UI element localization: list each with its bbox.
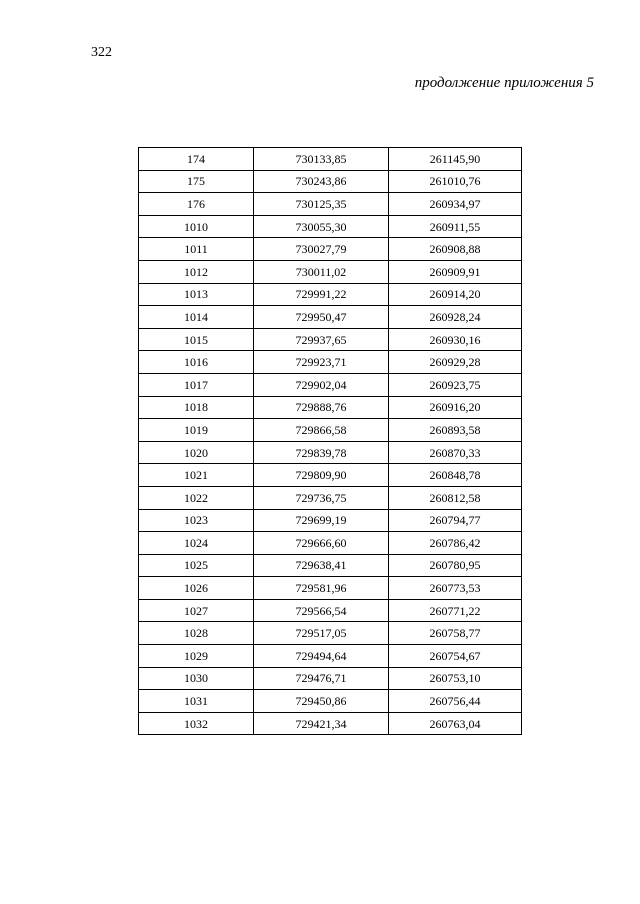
x-coordinate-cell: 729450,86 <box>254 690 389 713</box>
x-coordinate-cell: 729839,78 <box>254 441 389 464</box>
y-coordinate-cell: 260934,97 <box>389 193 522 216</box>
y-coordinate-cell: 260928,24 <box>389 306 522 329</box>
point-number-cell: 1022 <box>139 486 254 509</box>
x-coordinate-cell: 730055,30 <box>254 215 389 238</box>
y-coordinate-cell: 260848,78 <box>389 464 522 487</box>
point-number-cell: 175 <box>139 170 254 193</box>
table-row <box>139 464 522 487</box>
table-row <box>139 486 522 509</box>
table-row <box>139 577 522 600</box>
y-coordinate-cell: 260756,44 <box>389 690 522 713</box>
x-coordinate-cell: 729923,71 <box>254 351 389 374</box>
point-number-cell: 1024 <box>139 532 254 555</box>
x-coordinate-cell: 729494,64 <box>254 645 389 668</box>
table-body <box>139 148 522 735</box>
table-row <box>139 441 522 464</box>
y-coordinate-cell: 260780,95 <box>389 554 522 577</box>
y-coordinate-cell: 260923,75 <box>389 373 522 396</box>
point-number-cell: 1025 <box>139 554 254 577</box>
x-coordinate-cell: 729666,60 <box>254 532 389 555</box>
y-coordinate-cell: 260916,20 <box>389 396 522 419</box>
x-coordinate-cell: 729736,75 <box>254 486 389 509</box>
table-row <box>139 622 522 645</box>
table-row <box>139 306 522 329</box>
point-number-cell: 1030 <box>139 667 254 690</box>
x-coordinate-cell: 729809,90 <box>254 464 389 487</box>
y-coordinate-cell: 260754,67 <box>389 645 522 668</box>
y-coordinate-cell: 260773,53 <box>389 577 522 600</box>
table-row <box>139 712 522 735</box>
point-number-cell: 176 <box>139 193 254 216</box>
y-coordinate-cell: 261010,76 <box>389 170 522 193</box>
point-number-cell: 174 <box>139 148 254 171</box>
table-row <box>139 599 522 622</box>
y-coordinate-cell: 260893,58 <box>389 419 522 442</box>
y-coordinate-cell: 260870,33 <box>389 441 522 464</box>
point-number-cell: 1011 <box>139 238 254 261</box>
table-row <box>139 148 522 171</box>
table-row <box>139 170 522 193</box>
point-number-cell: 1032 <box>139 712 254 735</box>
y-coordinate-cell: 260794,77 <box>389 509 522 532</box>
table-row <box>139 509 522 532</box>
table-row <box>139 238 522 261</box>
table-row <box>139 645 522 668</box>
y-coordinate-cell: 260909,91 <box>389 260 522 283</box>
point-number-cell: 1018 <box>139 396 254 419</box>
point-number-cell: 1029 <box>139 645 254 668</box>
point-number-cell: 1023 <box>139 509 254 532</box>
point-number-cell: 1031 <box>139 690 254 713</box>
table-row <box>139 283 522 306</box>
x-coordinate-cell: 729888,76 <box>254 396 389 419</box>
x-coordinate-cell: 729566,54 <box>254 599 389 622</box>
y-coordinate-cell: 260753,10 <box>389 667 522 690</box>
x-coordinate-cell: 729581,96 <box>254 577 389 600</box>
x-coordinate-cell: 729937,65 <box>254 328 389 351</box>
table-row <box>139 193 522 216</box>
point-number-cell: 1027 <box>139 599 254 622</box>
x-coordinate-cell: 730133,85 <box>254 148 389 171</box>
y-coordinate-cell: 260929,28 <box>389 351 522 374</box>
x-coordinate-cell: 729421,34 <box>254 712 389 735</box>
x-coordinate-cell: 729950,47 <box>254 306 389 329</box>
y-coordinate-cell: 260758,77 <box>389 622 522 645</box>
table-row <box>139 215 522 238</box>
x-coordinate-cell: 730125,35 <box>254 193 389 216</box>
point-number-cell: 1020 <box>139 441 254 464</box>
table-row <box>139 328 522 351</box>
point-number-cell: 1012 <box>139 260 254 283</box>
x-coordinate-cell: 729638,41 <box>254 554 389 577</box>
coordinates-table <box>138 147 522 735</box>
point-number-cell: 1019 <box>139 419 254 442</box>
table-row <box>139 419 522 442</box>
x-coordinate-cell: 729902,04 <box>254 373 389 396</box>
x-coordinate-cell: 729699,19 <box>254 509 389 532</box>
table-row <box>139 667 522 690</box>
y-coordinate-cell: 261145,90 <box>389 148 522 171</box>
table-row <box>139 690 522 713</box>
table-row <box>139 351 522 374</box>
y-coordinate-cell: 260914,20 <box>389 283 522 306</box>
point-number-cell: 1016 <box>139 351 254 374</box>
appendix-caption: продолжение приложения 5 <box>414 75 594 91</box>
y-coordinate-cell: 260763,04 <box>389 712 522 735</box>
x-coordinate-cell: 729517,05 <box>254 622 389 645</box>
x-coordinate-cell: 729866,58 <box>254 419 389 442</box>
point-number-cell: 1017 <box>139 373 254 396</box>
table-row <box>139 532 522 555</box>
table-row <box>139 260 522 283</box>
page-number: 322 <box>91 45 112 60</box>
point-number-cell: 1026 <box>139 577 254 600</box>
point-number-cell: 1014 <box>139 306 254 329</box>
point-number-cell: 1015 <box>139 328 254 351</box>
y-coordinate-cell: 260786,42 <box>389 532 522 555</box>
y-coordinate-cell: 260930,16 <box>389 328 522 351</box>
x-coordinate-cell: 730243,86 <box>254 170 389 193</box>
x-coordinate-cell: 730011,02 <box>254 260 389 283</box>
y-coordinate-cell: 260911,55 <box>389 215 522 238</box>
point-number-cell: 1021 <box>139 464 254 487</box>
point-number-cell: 1010 <box>139 215 254 238</box>
x-coordinate-cell: 730027,79 <box>254 238 389 261</box>
y-coordinate-cell: 260812,58 <box>389 486 522 509</box>
x-coordinate-cell: 729476,71 <box>254 667 389 690</box>
table-row <box>139 554 522 577</box>
y-coordinate-cell: 260771,22 <box>389 599 522 622</box>
y-coordinate-cell: 260908,88 <box>389 238 522 261</box>
table-row <box>139 373 522 396</box>
table-row <box>139 396 522 419</box>
x-coordinate-cell: 729991,22 <box>254 283 389 306</box>
point-number-cell: 1013 <box>139 283 254 306</box>
point-number-cell: 1028 <box>139 622 254 645</box>
